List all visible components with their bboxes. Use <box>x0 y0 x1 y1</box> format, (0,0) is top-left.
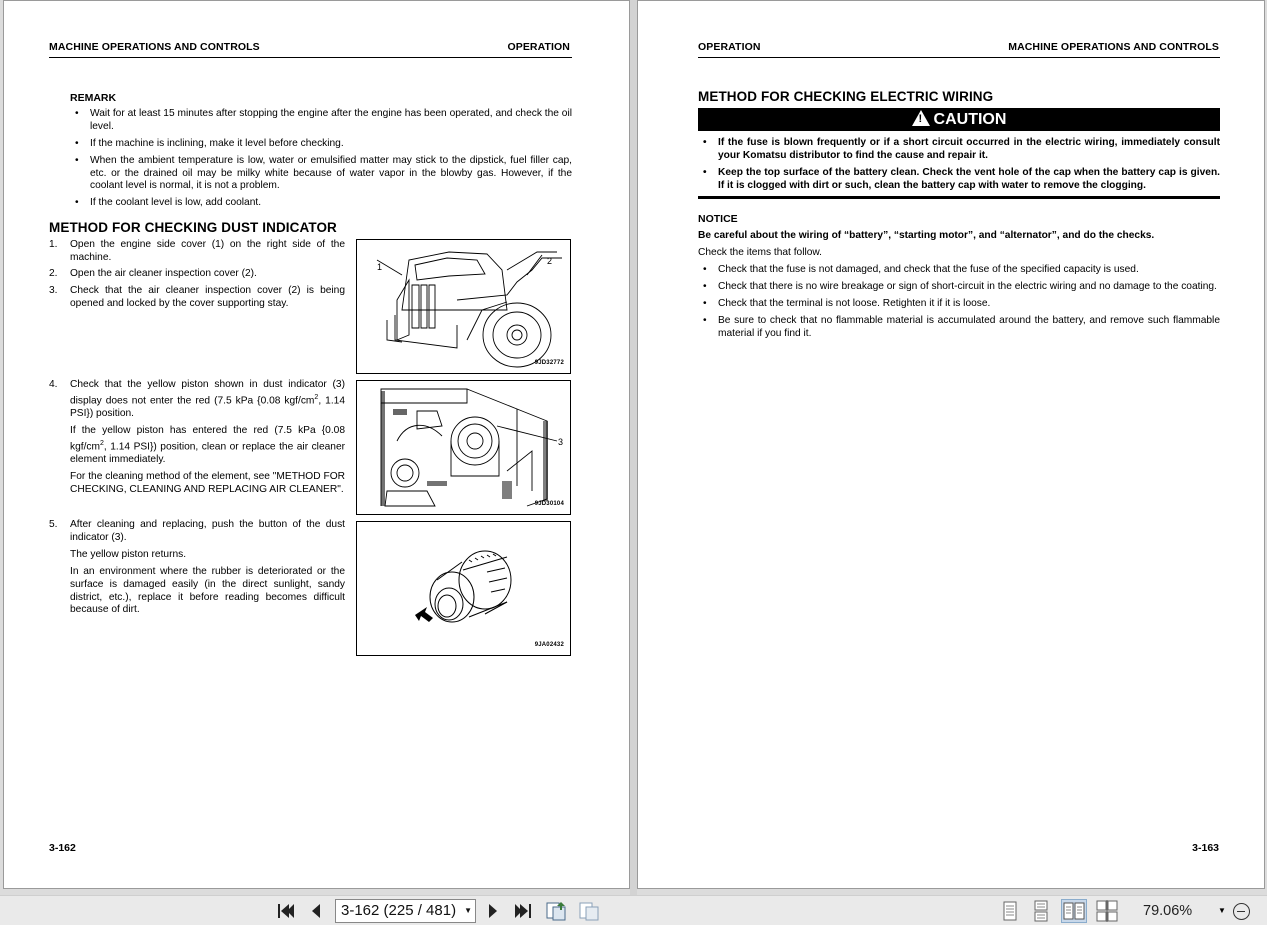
step-number: 3. <box>49 285 58 296</box>
step-4 <box>49 379 345 501</box>
figure-code: 9JD32772 <box>534 360 564 366</box>
zoom-out-icon[interactable] <box>1233 903 1250 920</box>
step-text: Check that the air cleaner inspection cover (2) is being opened and locked by the cover supporting stay. <box>70 285 345 309</box>
notice-text: Be careful about the wiring of “battery”, “starting motor”, and “alternator”, and do the checks. <box>698 230 1155 241</box>
prev-page-icon[interactable] <box>306 896 326 925</box>
remark-list <box>70 108 572 214</box>
step-1 <box>49 239 345 265</box>
step-number: 1. <box>49 239 58 250</box>
figure-wheel-loader <box>356 239 571 374</box>
running-header-left: OPERATION <box>698 41 761 53</box>
step-text: If the yellow piston has entered the red (7.5 kPa {0.08 kgf/$cm^2$, 1.14 PSI}) position, clean or replace the air cleaner element immediately. <box>70 425 345 466</box>
check-item: • Check that the terminal is not loose. Retighten it if it is loose. <box>698 298 1220 311</box>
check-item: • Be sure to check that no flammable material is accumulated around the battery, and remove such flammable material if you find it. <box>698 315 1220 341</box>
page-right <box>637 0 1265 889</box>
step-number: 5. <box>49 519 58 530</box>
step-2 <box>49 268 345 281</box>
check-intro: Check the items that follow. <box>698 247 823 258</box>
callout-1: 1 <box>377 262 383 272</box>
step-3 <box>49 285 345 311</box>
step-text: For the cleaning method of the element, see "METHOD FOR CHECKING, CLEANING AND REPLACING AIR CLEANER". <box>70 471 345 495</box>
warning-icon: ! <box>912 110 930 126</box>
check-item: • Check that there is no wire breakage or sign of short-circuit in the electric wiring and no damage to the coating. <box>698 281 1220 294</box>
remark-item: • Wait for at least 15 minutes after stopping the engine after the engine has been operated, and check the oil level. <box>70 108 572 134</box>
running-header-left: MACHINE OPERATIONS AND CONTROLS <box>49 41 260 53</box>
page-number: 3-163 <box>1192 842 1219 854</box>
header-rule <box>49 57 572 58</box>
two-page-continuous-icon[interactable] <box>1095 896 1119 925</box>
caution-banner <box>698 108 1220 131</box>
last-page-icon[interactable] <box>511 896 535 925</box>
continuous-icon[interactable] <box>1030 896 1052 925</box>
running-header-right: OPERATION <box>507 41 570 53</box>
caution-list <box>698 137 1220 197</box>
single-page-icon[interactable] <box>999 896 1021 925</box>
push-arrow-icon <box>415 607 433 622</box>
dust-indicator-illustration <box>357 522 571 656</box>
header-rule <box>698 57 1220 58</box>
caution-item: • Keep the top surface of the battery clean. Check the vent hole of the cap when the battery cap is given. If it is clogged with dirt or such, clean the battery cap with water to remove the clogging. <box>698 167 1220 193</box>
caution-bottom-rule <box>698 196 1220 199</box>
page-number: 3-162 <box>49 842 76 854</box>
remark-title: REMARK <box>70 92 117 104</box>
step-text: Open the air cleaner inspection cover (2). <box>70 268 257 279</box>
next-page-icon[interactable] <box>483 896 503 925</box>
scroll-to-top-icon[interactable] <box>544 896 568 925</box>
step-text: In an environment where the rubber is deteriorated or the surface is damaged easily (in the direct sunlight, sandy district, etc.), replace it before reading becomes difficult because of dirt. <box>70 565 345 616</box>
scroll-restore-icon[interactable] <box>577 896 601 925</box>
two-page-icon[interactable] <box>1061 899 1087 923</box>
step-text: The yellow piston returns. <box>70 548 187 560</box>
first-page-icon[interactable] <box>274 896 298 925</box>
notice-title: NOTICE <box>698 213 738 225</box>
check-item: • Check that the fuse is not damaged, and check that the fuse of the specified capacity is used. <box>698 264 1220 277</box>
caution-label: CAUTION <box>933 111 1007 128</box>
chevron-down-icon: ▼ <box>464 906 472 915</box>
figure-code: 9JA02432 <box>534 642 564 648</box>
step-5 <box>49 519 345 621</box>
remark-item: • If the coolant level is low, add coolant. <box>70 197 572 210</box>
figure-code: 9JD30104 <box>534 501 564 507</box>
navigation-toolbar <box>0 895 1267 925</box>
step-text: Check that the yellow piston shown in dust indicator (3) display does not enter the red (7.5 kPa {0.08 kgf/$cm^2$, 1.14 PSI}) position. <box>70 379 345 419</box>
figure-indicator-button <box>356 521 571 656</box>
page-indicator: 3-162 (225 / 481) <box>341 902 457 919</box>
callout-3: 3 <box>558 437 564 447</box>
engine-compartment-illustration <box>357 381 571 515</box>
callout-2: 2 <box>547 256 553 266</box>
page-gap <box>630 0 637 895</box>
check-list <box>698 264 1220 345</box>
page-left <box>3 0 630 889</box>
section-title: METHOD FOR CHECKING ELECTRIC WIRING <box>698 89 994 104</box>
step-number: 4. <box>49 379 58 390</box>
wheel-loader-illustration <box>357 240 571 374</box>
figure-dust-indicator <box>356 380 571 515</box>
step-text: After cleaning and replacing, push the button of the dust indicator (3). <box>70 519 345 543</box>
zoom-dropdown-icon[interactable]: ▼ <box>1218 906 1226 915</box>
step-number: 2. <box>49 268 58 279</box>
caution-item: • If the fuse is blown frequently or if a short circuit occurred in the electric wiring, immediately consult your Komatsu distributor to find the cause and repair it. <box>698 137 1220 163</box>
remark-item: • If the machine is inclining, make it level before checking. <box>70 138 572 151</box>
running-header-right: MACHINE OPERATIONS AND CONTROLS <box>1008 41 1219 53</box>
zoom-level[interactable]: 79.06% <box>1143 903 1193 919</box>
page-number-select[interactable] <box>335 899 476 923</box>
step-text: Open the engine side cover (1) on the right side of the machine. <box>70 239 345 263</box>
section-title: METHOD FOR CHECKING DUST INDICATOR <box>49 220 337 235</box>
remark-item: • When the ambient temperature is low, water or emulsified matter may stick to the dipstick, fuel filler cap, etc. or the drained oil may be milky white because of water vapor in the blowby gas. However, if the coolant level is normal, it is not a problem. <box>70 155 572 193</box>
